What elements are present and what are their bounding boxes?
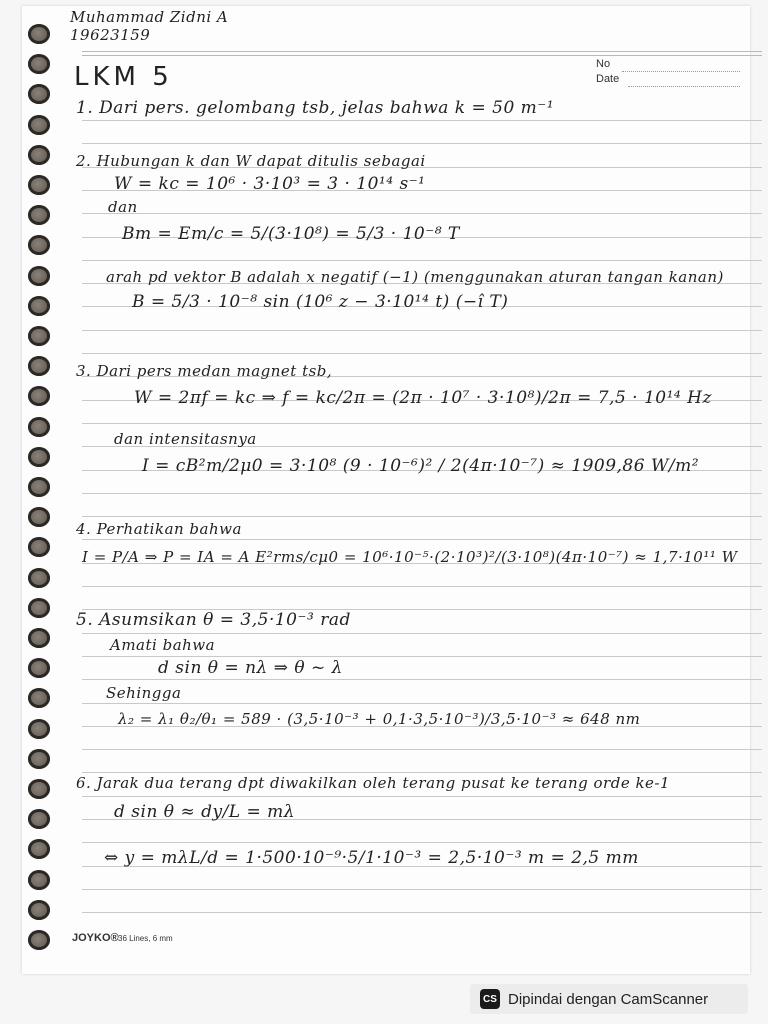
binder-hole: [28, 658, 50, 678]
binder-hole: [28, 568, 50, 588]
ruled-line: [82, 656, 762, 657]
binder-hole: [28, 900, 50, 920]
line-6: arah pd vektor B adalah x negatif (−1) (menggunakan aturan tangan kanan): [106, 268, 724, 286]
binder-hole: [28, 356, 50, 376]
date-field: [628, 86, 740, 88]
line-16: d sin θ = nλ ⇒ θ ~ λ: [158, 658, 343, 678]
ruled-line: [82, 493, 762, 494]
binder-hole: [28, 175, 50, 195]
camscanner-logo-icon: CS: [480, 989, 500, 1009]
binder-hole: [28, 688, 50, 708]
no-field: [622, 71, 740, 73]
line-17: Sehingga: [106, 684, 182, 702]
binder-hole: [28, 115, 50, 135]
notebook-page: [22, 6, 750, 974]
binder-hole: [28, 84, 50, 104]
binder-hole: [28, 205, 50, 225]
binder-hole: [28, 145, 50, 165]
line-7: B = 5/3 · 10⁻⁸ sin (10⁶ z − 3·10¹⁴ t) (−î T): [132, 292, 509, 312]
binder-hole: [28, 930, 50, 950]
line-5: Bm = Em/c = 5/(3·10⁸) = 5/3 · 10⁻⁸ T: [122, 224, 460, 244]
student-name: Muhammad Zidni A: [70, 8, 229, 26]
line-4: dan: [108, 198, 138, 216]
line-3: W = kc = 10⁶ · 3·10³ = 3 · 10¹⁴ s⁻¹: [114, 174, 426, 194]
ruled-line: [82, 912, 762, 913]
paper-spec: 36 Lines, 6 mm: [118, 934, 173, 943]
ruled-line: [82, 213, 762, 214]
binder-hole: [28, 839, 50, 859]
camscanner-watermark: [470, 984, 748, 1014]
binder-hole: [28, 598, 50, 618]
line-20: d sin θ ≈ dy/L = mλ: [114, 802, 296, 822]
line-1: 1. Dari pers. gelombang tsb, jelas bahwa k = 50 m⁻¹: [76, 98, 555, 118]
line-8: 3. Dari pers medan magnet tsb,: [76, 362, 333, 380]
binder-hole: [28, 447, 50, 467]
binder-hole: [28, 296, 50, 316]
ruled-line: [82, 796, 762, 797]
ruled-line: [82, 120, 762, 121]
binder-hole: [28, 266, 50, 286]
ruled-line: [82, 633, 762, 634]
worksheet-title: LKM 5: [74, 62, 173, 92]
ruled-line: [82, 842, 762, 843]
line-14: 5. Asumsikan θ = 3,5·10⁻³ rad: [76, 610, 351, 630]
no-label: No: [596, 58, 611, 70]
binder-hole: [28, 477, 50, 497]
ruled-line: [82, 703, 762, 704]
ruled-line: [82, 749, 762, 750]
line-19: 6. Jarak dua terang dpt diwakilkan oleh terang pusat ke terang orde ke-1: [76, 774, 671, 792]
binder-hole: [28, 235, 50, 255]
ruled-line: [82, 260, 762, 261]
student-id: 19623159: [70, 26, 151, 44]
binder-hole: [28, 417, 50, 437]
ruled-line: [82, 889, 762, 890]
line-18: λ₂ = λ₁ θ₂/θ₁ = 589 · (3,5·10⁻³ + 0,1·3,5·10⁻³)/3,5·10⁻³ ≈ 648 nm: [118, 710, 641, 728]
ruled-line: [82, 586, 762, 587]
ruled-line: [82, 423, 762, 424]
line-12: 4. Perhatikan bahwa: [76, 520, 242, 538]
binder-hole: [28, 537, 50, 557]
brand-logo: JOYKO®: [72, 932, 119, 944]
binder-hole: [28, 386, 50, 406]
ruled-line: [82, 353, 762, 354]
ruled-line: [82, 679, 762, 680]
binder-hole: [28, 779, 50, 799]
camscanner-label: Dipindai dengan CamScanner: [508, 990, 709, 1008]
header-rule: [82, 51, 762, 56]
ruled-line: [82, 539, 762, 540]
binder-hole: [28, 809, 50, 829]
binder-hole: [28, 507, 50, 527]
date-label: Date: [596, 73, 620, 85]
line-21: ⇔ y = mλL/d = 1·500·10⁻⁹·5/1·10⁻³ = 2,5·10⁻³ m = 2,5 mm: [104, 848, 639, 868]
line-11: I = cB²m/2μ0 = 3·10⁸ (9 · 10⁻⁶)² / 2(4π·10⁻⁷) ≈ 1909,86 W/m²: [142, 456, 700, 476]
binder-hole: [28, 749, 50, 769]
binder-hole: [28, 719, 50, 739]
line-13: I = P/A ⇒ P = IA = A E²rms/cμ0 = 10⁶·10⁻⁵·(2·10³)²/(3·10⁸)(4π·10⁻⁷) ≈ 1,7·10¹¹ W: [82, 548, 738, 566]
binder-hole: [28, 24, 50, 44]
ruled-line: [82, 516, 762, 517]
ruled-line: [82, 330, 762, 331]
line-15: Amati bahwa: [110, 636, 216, 654]
binder-hole: [28, 628, 50, 648]
ruled-line: [82, 143, 762, 144]
binder-hole: [28, 870, 50, 890]
binder-hole: [28, 54, 50, 74]
line-2: 2. Hubungan k dan W dapat ditulis sebagai: [76, 152, 426, 170]
line-10: dan intensitasnya: [114, 430, 257, 448]
binder-hole: [28, 326, 50, 346]
line-9: W = 2πf = kc ⇒ f = kc/2π = (2π · 10⁷ · 3·10⁸)/2π = 7,5 · 10¹⁴ Hz: [134, 388, 712, 408]
